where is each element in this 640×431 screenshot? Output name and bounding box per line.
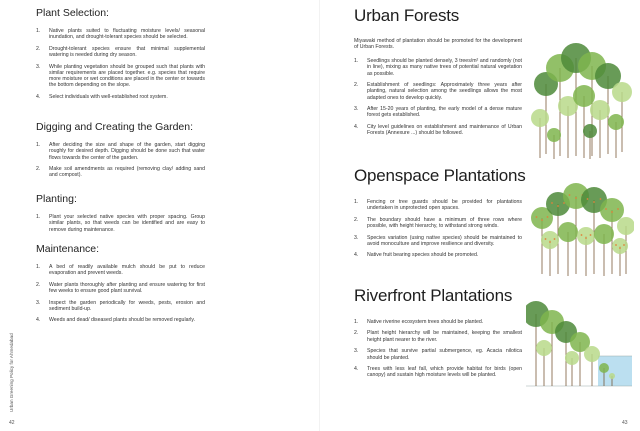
tree-canopy xyxy=(584,346,600,362)
page-number-left: 42 xyxy=(9,420,15,426)
list-item: 4. City level guidelines on establishment and maintenance of Urban Forests (Annexure ...) should be followed. xyxy=(354,123,522,137)
list-item: 3. After 15-20 years of planting, the early model of a dense mature forest gets established. xyxy=(354,106,522,119)
riverfront-illustration xyxy=(526,292,634,402)
list-item: 3. While planting vegetation should be grouped such that plants with similar requirements are placed together. e.g. species that require more moisture or wet conditions are placed in the center or towards the bottom depending on the slope. xyxy=(36,63,205,89)
tree-canopy xyxy=(547,128,561,142)
list-item: 3. Inspect the garden periodically for weeds, pests, erosion and sediment build-up. xyxy=(36,299,205,312)
list-item: 1. After deciding the size and shape of the garden, start digging roughly for desired depth. Digging should be done such that water flows towards the center of the garden. xyxy=(36,142,205,161)
fruit xyxy=(619,247,621,249)
tree-canopy xyxy=(573,85,595,107)
tree-canopy xyxy=(612,82,632,102)
list-item: 2. Establishment of seedlings: Approximately three years after planting, natural selection among the seedlings allows the most adapted ones to develop quickly. xyxy=(354,82,522,101)
tree-canopy xyxy=(590,100,610,120)
riverfront-list xyxy=(354,319,522,384)
tree-canopy xyxy=(536,340,552,356)
fruit xyxy=(623,244,625,246)
fruit xyxy=(551,202,553,204)
fruit xyxy=(547,216,549,218)
list-item: 1. Native riverine ecosystem trees should be planted. xyxy=(354,319,484,325)
list-item: 1. Plant your selected native species with proper spacing. Group similar plants, so that weeds can be identified and are easy to remove during maintenance. xyxy=(36,214,205,233)
fruit xyxy=(611,211,613,213)
tree-canopy xyxy=(541,231,559,249)
fruit xyxy=(600,198,602,200)
fruit xyxy=(545,238,547,240)
list-item: 1. A bed of readily available mulch should be put to reduce evaporation and prevent weeds. xyxy=(36,264,205,277)
fruit xyxy=(617,208,619,210)
list-item: 4. Trees with less leaf fall, which provide habitat for birds (open canopy) and sustain high moisture levels will be planted. xyxy=(354,366,522,379)
tree-canopy xyxy=(612,238,628,254)
list-item: 2. The boundary should have a minimum of three rows where possible, with height hierarchy, to withstand strong winds. xyxy=(354,216,522,230)
list-item: 1. Fencing or tree guards should be provided for plantations undertaken in unprotected open spaces. xyxy=(354,199,522,212)
tree-canopy xyxy=(558,222,578,242)
plant-selection-list xyxy=(36,28,205,105)
fruit xyxy=(554,238,556,240)
fruit xyxy=(585,237,587,239)
tree-canopy xyxy=(600,198,624,222)
tree-canopy xyxy=(599,363,609,373)
page-number-right: 43 xyxy=(622,420,628,426)
fruit xyxy=(557,205,559,207)
fruit xyxy=(587,198,589,200)
fruit xyxy=(590,234,592,236)
fruit xyxy=(575,197,577,199)
digging-heading: Digging and Creating the Garden: xyxy=(36,121,194,133)
planting-list xyxy=(36,214,205,238)
maintenance-heading: Maintenance: xyxy=(36,243,100,255)
tree-canopy xyxy=(617,217,634,235)
tree-canopy xyxy=(577,227,595,245)
fruit xyxy=(569,194,571,196)
list-item: 4. Select individuals with well-established root system. xyxy=(36,93,168,100)
tree-canopy xyxy=(594,224,614,244)
fruit xyxy=(541,219,543,221)
list-item: 2. Drought-tolerant species ensure that minimal supplemental watering is needed during dry season. xyxy=(36,45,205,59)
list-item: 4. Weeds and dead/ diseased plants should be removed regularly. xyxy=(36,317,196,324)
side-note: Urban Greening Policy for Ahmedabad xyxy=(9,333,14,412)
maintenance-list xyxy=(36,264,205,329)
openspace-list xyxy=(354,199,522,264)
fruit xyxy=(605,208,607,210)
fruit xyxy=(563,202,565,204)
list-item: 1. Native plants suited to fluctuating moisture levels/ seasonal inundation, and drought-tolerant species should be selected. xyxy=(36,28,205,41)
list-item: 2. Plant height hierarchy will be maintained, keeping the smallest height plant nearer to the river. xyxy=(354,330,522,343)
tree-canopy xyxy=(609,373,615,379)
fruit xyxy=(536,216,538,218)
urban-forests-list xyxy=(354,58,522,142)
fruit xyxy=(581,234,583,236)
fruit xyxy=(593,201,595,203)
tree-canopy xyxy=(608,114,624,130)
openspace-illustration xyxy=(528,170,634,280)
tree-canopy xyxy=(583,124,597,138)
tree-canopy xyxy=(531,109,549,127)
list-item: 2. Make soil amendments as required (removing clay/ adding sand and compost). xyxy=(36,166,205,179)
plant-selection-heading: Plant Selection: xyxy=(36,7,109,19)
fruit xyxy=(549,241,551,243)
right-page xyxy=(320,0,640,431)
urban-forest-illustration xyxy=(526,34,634,162)
urban-forests-heading: Urban Forests xyxy=(354,6,460,25)
planting-heading: Planting: xyxy=(36,193,77,205)
list-item: 2. Water plants thoroughly after planting and ensure watering for first few weeks to ensure good plant survival. xyxy=(36,281,205,295)
digging-list xyxy=(36,142,205,184)
riverfront-heading: Riverfront Plantations xyxy=(354,286,513,305)
list-item: 3. Species that survive partial submergence, eg. Acacia nilotica should be planted. xyxy=(354,348,522,361)
tree-canopy xyxy=(565,351,579,365)
fruit xyxy=(615,244,617,246)
openspace-heading: Openspace Plantations xyxy=(354,166,526,185)
list-item: 1. Seedlings should be planted densely, 3 trees/m² and randomly (not in line), mixing as many native trees of potential natural vegetation as possible. xyxy=(354,58,522,77)
list-item: 4. Native fruit bearing species should be promoted. xyxy=(354,252,479,259)
urban-forests-intro: Miyawaki method of plantation should be promoted for the development of Urban Forests. xyxy=(354,38,522,51)
list-item: 3. Species variation (using native species) should be maintained to avoid monoculture and improve resilience and diversity. xyxy=(354,234,522,247)
